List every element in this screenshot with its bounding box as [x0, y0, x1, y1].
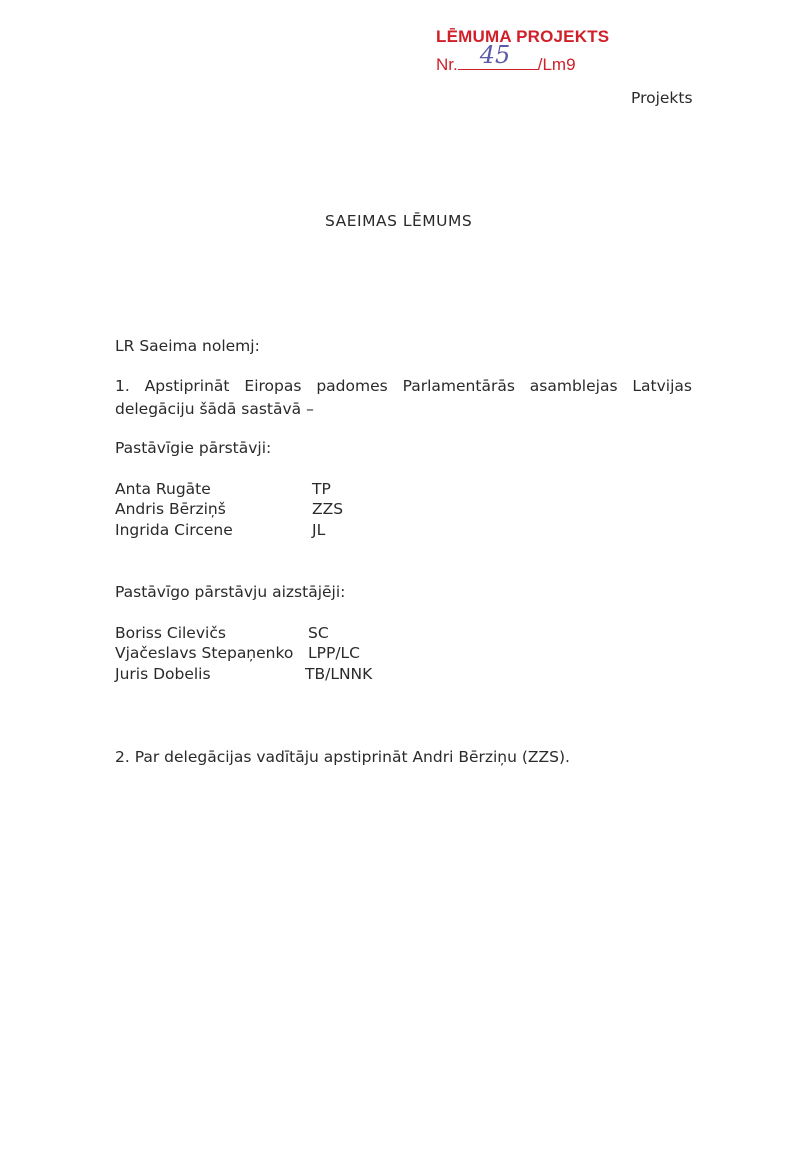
- substitute-party: LPP/LC: [308, 644, 361, 662]
- substitute-name: Boriss Cilevičs: [115, 624, 226, 642]
- item-1-line-1: 1. Apstiprināt Eiropas padomes Parlamentārās asamblejas Latvijas: [115, 377, 692, 395]
- stamp-number-prefix: Nr.: [436, 55, 458, 74]
- stamp-title: LĒMUMA PROJEKTS: [436, 27, 610, 46]
- document-title: SAEIMAS LĒMUMS: [325, 212, 473, 230]
- member-name: Ingrida Circene: [115, 521, 233, 539]
- item-1-line-2: delegāciju šādā sastāvā –: [115, 400, 314, 418]
- member-party: TP: [312, 480, 331, 498]
- substitute-name: Vjačeslavs Stepaņenko: [115, 644, 294, 662]
- intro-text: LR Saeima nolemj:: [115, 337, 260, 355]
- member-name: Andris Bērziņš: [115, 500, 226, 518]
- permanent-heading: Pastāvīgie pārstāvji:: [115, 439, 272, 457]
- substitute-name: Juris Dobelis: [115, 665, 211, 683]
- substitutes-heading: Pastāvīgo pārstāvju aizstājēji:: [115, 583, 346, 601]
- stamp-number-suffix: /Lm9: [537, 55, 576, 74]
- stamp-number-row: [436, 41, 576, 75]
- member-party: ZZS: [312, 500, 344, 518]
- draft-label: Projekts: [631, 89, 693, 107]
- substitute-party: SC: [308, 624, 329, 642]
- substitute-party: TB/LNNK: [305, 665, 373, 683]
- member-name: Anta Rugāte: [115, 480, 211, 498]
- stamp-handwritten-number: 45: [479, 41, 511, 69]
- member-party: JL: [312, 521, 326, 539]
- item-2-text: 2. Par delegācijas vadītāju apstiprināt Andri Bērziņu (ZZS).: [115, 748, 570, 766]
- stamp-number-line: [458, 41, 538, 70]
